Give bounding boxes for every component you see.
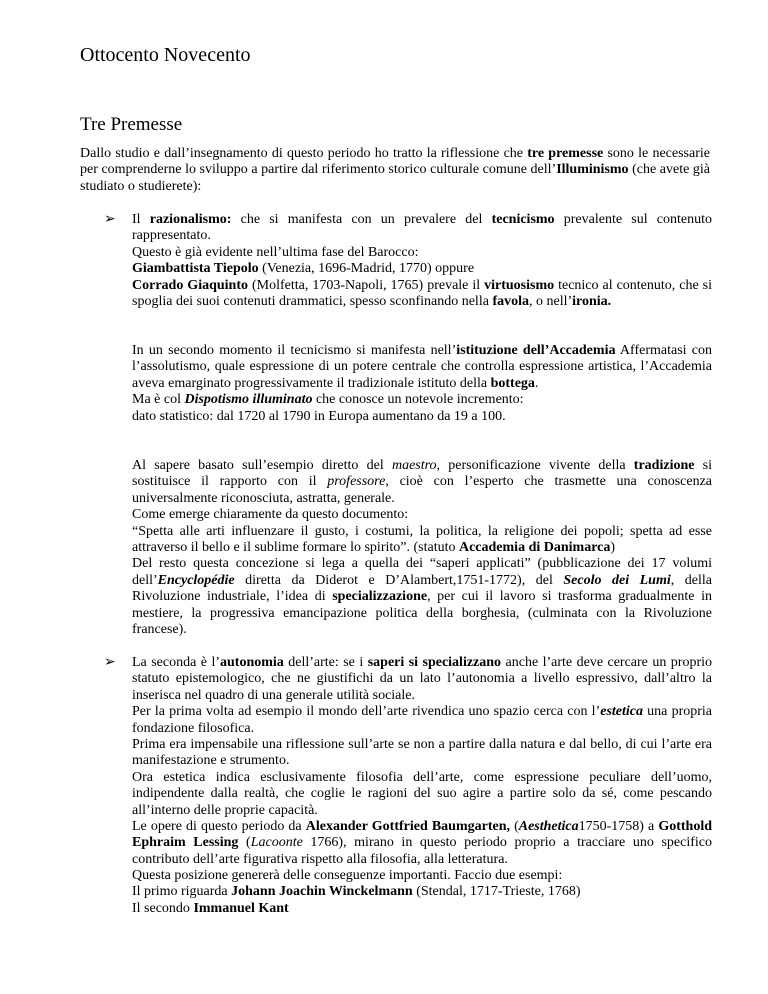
paragraph-maestro: Al sapere basato sull’esempio diretto del maestro, personificazione vivente della tradizione si sostituisce il rapporto con il professore, cioè con l’esperto che trasmette una conoscenza universalmente riconosciuta, astratta, generale. Come emerge chiaramente da questo documento: “Spetta alle arti influenzare il gusto, i costumi, la politica, la religione dei popoli; spetta ad esse attraverso il bello e il sublime formare lo spirito”. (statuto Accademia di Danimarca) Del resto questa concezione si lega a quella dei “saperi applicati” (pubblicazione dei 17 volumi dell’Encyclopédie diretta da Diderot e D’Alambert,1751-1772), del Secolo dei Lumi, della Rivoluzione industriale, l’idea di specializzazione, per cui il lavoro si trasforma gradualmente in mestiere, la progressiva emancipazione politica della borghesia, (culminata con la Rivoluzione francese). [132, 458, 713, 638]
intro-paragraph: Dallo studio e dall’insegnamento di questo periodo ho tratto la riflessione che tre premesse sono le necessarie per comprenderne lo sviluppo a partire dal riferimento storico culturale comune dell’Illuminismo (che avete già studiato o studierete): [80, 146, 710, 194]
section-title: Tre Premesse [80, 114, 183, 135]
arrow-bullet-icon: ➢ [104, 212, 116, 227]
document-title: Ottocento Novecento [80, 44, 251, 66]
paragraph-conseguenze: Questa posizione genererà delle conseguenze importanti. Faccio due esempi: Il primo riguarda Johann Joachin Winckelmann (Stendal, 1717-Trieste, 1768) Il secondo Immanuel Kant [132, 868, 581, 916]
paragraph-razionalismo: Il razionalismo: che si manifesta con un prevalere del tecnicismo prevalente sul contenuto rappresentato. Questo è già evidente nell’ultima fase del Barocco: Giambattista Tiepolo (Venezia, 1696-Madrid, 1770) oppure Corrado Giaquinto (Molfetta, 1703-Napoli, 1765) prevale il virtuosismo tecnico al contenuto, che si spoglia dei suoi contenuti drammatici, spesso sconfinando nella favola, o nell’ironia. [132, 212, 712, 310]
paragraph-accademia: In un secondo momento il tecnicismo si manifesta nell’istituzione dell’Accademia Affermatasi con l’assolutismo, quale espressione di un potere centrale che controlla espressione artistica, l’Accademia aveva emarginato progressivamente il tradizionale istituto della bottega. Ma è col Dispotismo illuminato che conosce un notevole incremento: dato statistico: dal 1720 al 1790 in Europa aumentano da 19 a 100. [132, 343, 712, 424]
arrow-bullet-icon: ➢ [104, 655, 116, 670]
paragraph-autonomia: La seconda è l’autonomia dell’arte: se i saperi si specializzano anche l’arte deve cercare un proprio statuto epistemologico, che ne giustifichi da un lato l’autonomia a livello espressivo, dall’altro la inserisca nel quadro di una generale utilità sociale. Per la prima volta ad esempio il mondo dell’arte rivendica uno spazio cerca con l’estetica una propria fondazione filosofica. Prima era impensabile una riflessione sull’arte se non a partire dalla natura e dal bello, di cui l’arte era manifestazione e strumento. Ora estetica indica esclusivamente filosofia dell’arte, come espressione peculiare dell’uomo, indipendente dalla realtà, che coglie le ragioni del suo agire a partire solo da sé, come pescando all’interno delle proprie capacità. Le opere di questo periodo da Alexander Gottfried Baumgarten, (Aesthetica1750-1758) a Gotthold Ephraim Lessing (Lacoonte 1766), mirano in questo periodo proprio a tracciare uno specifico contributo dell’arte figurativa rispetto alla filosofia, alla letteratura. [132, 655, 713, 867]
